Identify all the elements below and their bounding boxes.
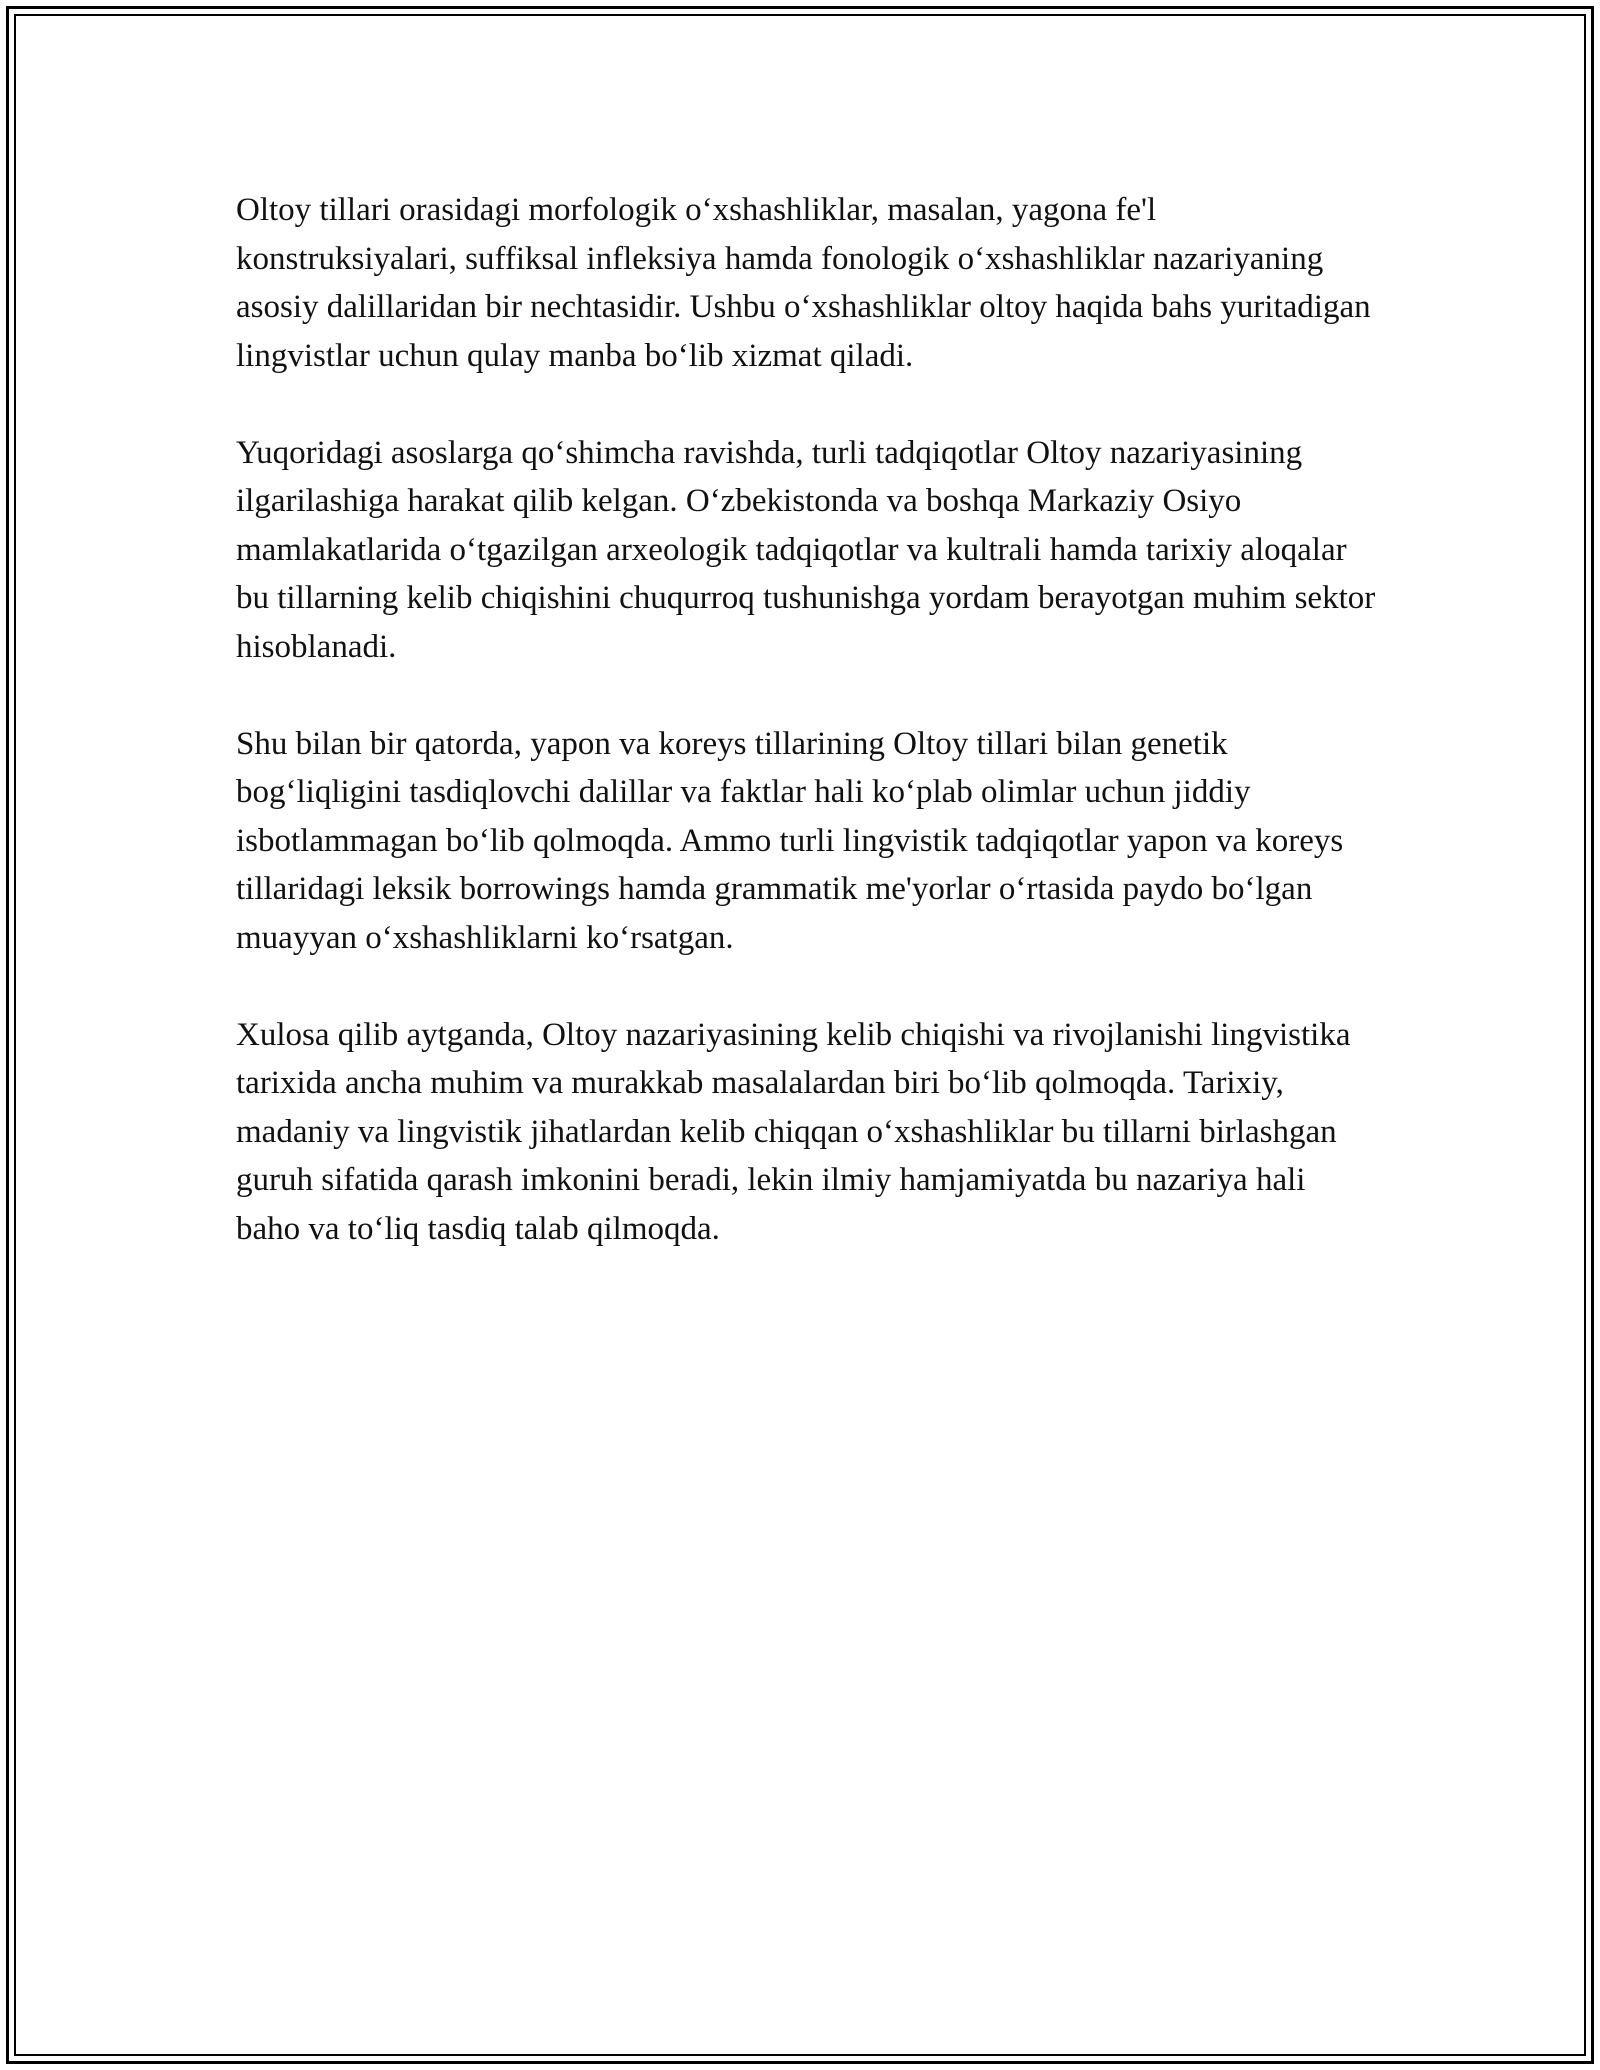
paragraph-2: Yuqoridagi asoslarga qo‘shimcha ravishda, turli tadqiqotlar Oltoy nazariyasining ilgarilashiga harakat qilib kelgan. O‘zbekistonda va boshqa Markaziy Osiyo mamlakatlarida o‘tgazilgan arxeologik tadqiqotlar va kultrali hamda tarixiy aloqalar bu tillarning kelib chiqishini chuqurroq tushunishga yordam berayotgan muhim sektor hisoblanadi.	[236, 434, 1376, 665]
paragraph-1: Oltoy tillari orasidagi morfologik o‘xshashliklar, masalan, yagona fe'l konstruksiyalari, suffiksal infleksiya hamda fonologik o‘xshashliklar nazariyaning asosiy dalillaridan bir nechtasidir. Ushbu o‘xshashliklar oltoy haqida bahs yuritadigan lingvistlar uchun qulay manba bo‘lib xizmat qiladi.	[236, 192, 1371, 374]
paragraph-4: Xulosa qilib aytganda, Oltoy nazariyasining kelib chiqishi va rivojlanishi lingvistika tarixida ancha muhim va murakkab masalalardan biri bo‘lib qolmoqda. Tarixiy, madaniy va lingvistik jihatlardan kelib chiqqan o‘xshashliklar bu tillarni birlashgan guruh sifatida qarash imkonini beradi, lekin ilmiy hamjamiyatda bu nazariya hali baho va to‘liq tasdiq talab qilmoqda.	[236, 1016, 1351, 1247]
document-body	[236, 186, 1376, 1302]
paragraph-3: Shu bilan bir qatorda, yapon va koreys tillarining Oltoy tillari bilan genetik bog‘liqligini tasdiqlovchi dalillar va faktlar hali ko‘plab olimlar uchun jiddiy isbotlammagan bo‘lib qolmoqda. Ammo turli lingvistik tadqiqotlar yapon va koreys tillaridagi leksik borrowings hamda grammatik me'yorlar o‘rtasida paydo bo‘lgan muayyan o‘xshashliklarni ko‘rsatgan.	[236, 725, 1344, 956]
